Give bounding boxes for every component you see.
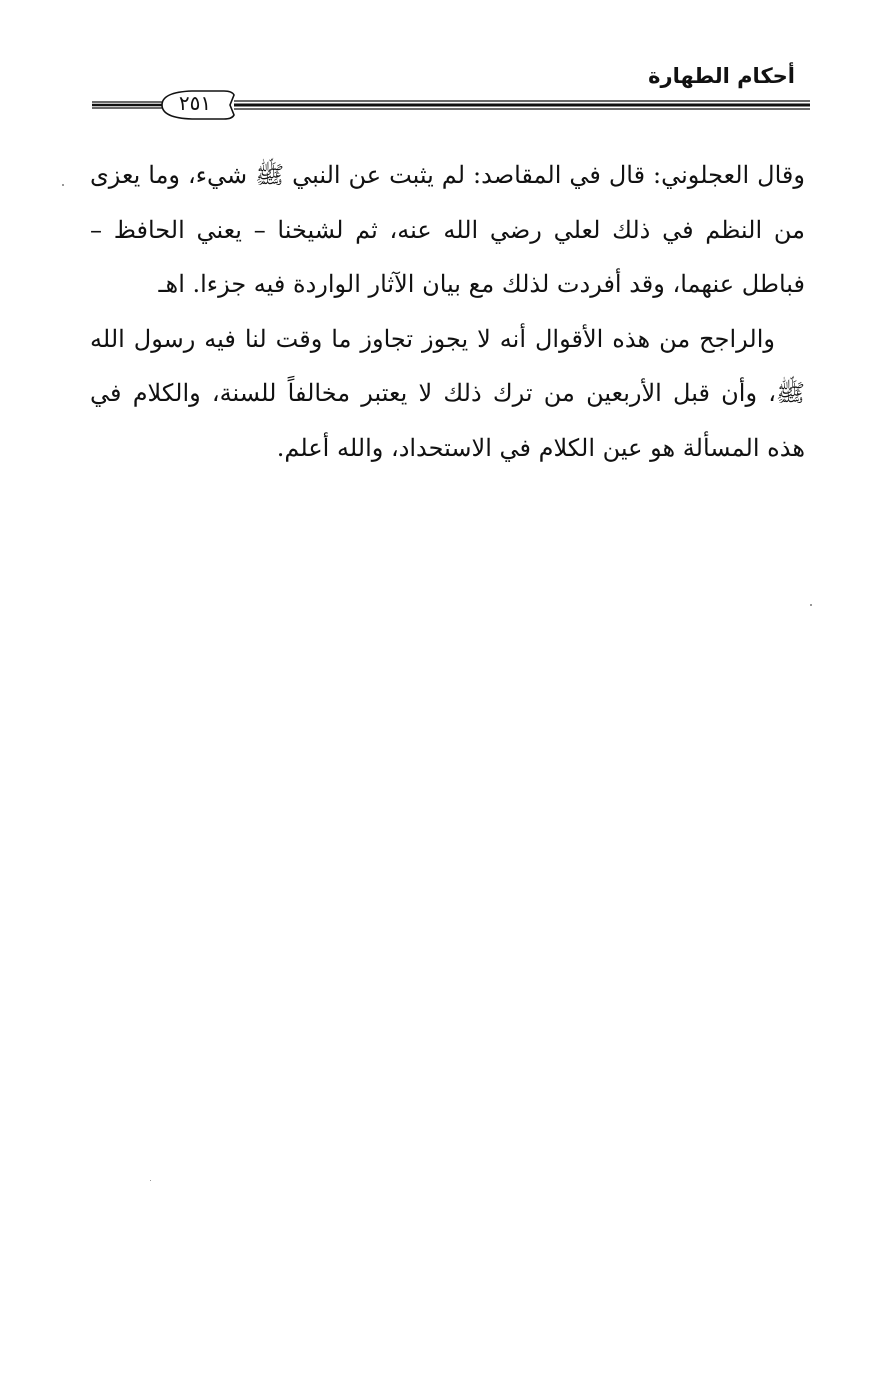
scan-speck — [810, 604, 812, 606]
paragraph-conclusion: والراجح من هذه الأقوال أنه لا يجوز تجاوز ما وقت لنا فيه رسول الله ﷺ، وأن قبل الأربعين من ترك ذلك لا يعتبر مخالفاً للسنة، والكلام في هذه المسألة هو عين الكلام في الاستحداد، والله أعلم. — [90, 324, 805, 462]
running-title: أحكام الطهارة — [648, 64, 795, 88]
scan-speck — [150, 1180, 151, 1181]
page-number: ٢٥١ — [178, 91, 212, 115]
scan-speck — [62, 184, 64, 186]
paragraph-ajlouni-quote: وقال العجلوني: قال في المقاصد: لم يثبت عن النبي ﷺ شيء، وما يعزى من النظم في ذلك لعلي رضي الله عنه، ثم لشيخنا – يعني الحافظ – فباطل عنهما، وقد أفردت لذلك مع بيان الآثار الواردة فيه جزءا. اهـ — [90, 161, 806, 298]
body-text — [90, 148, 805, 475]
